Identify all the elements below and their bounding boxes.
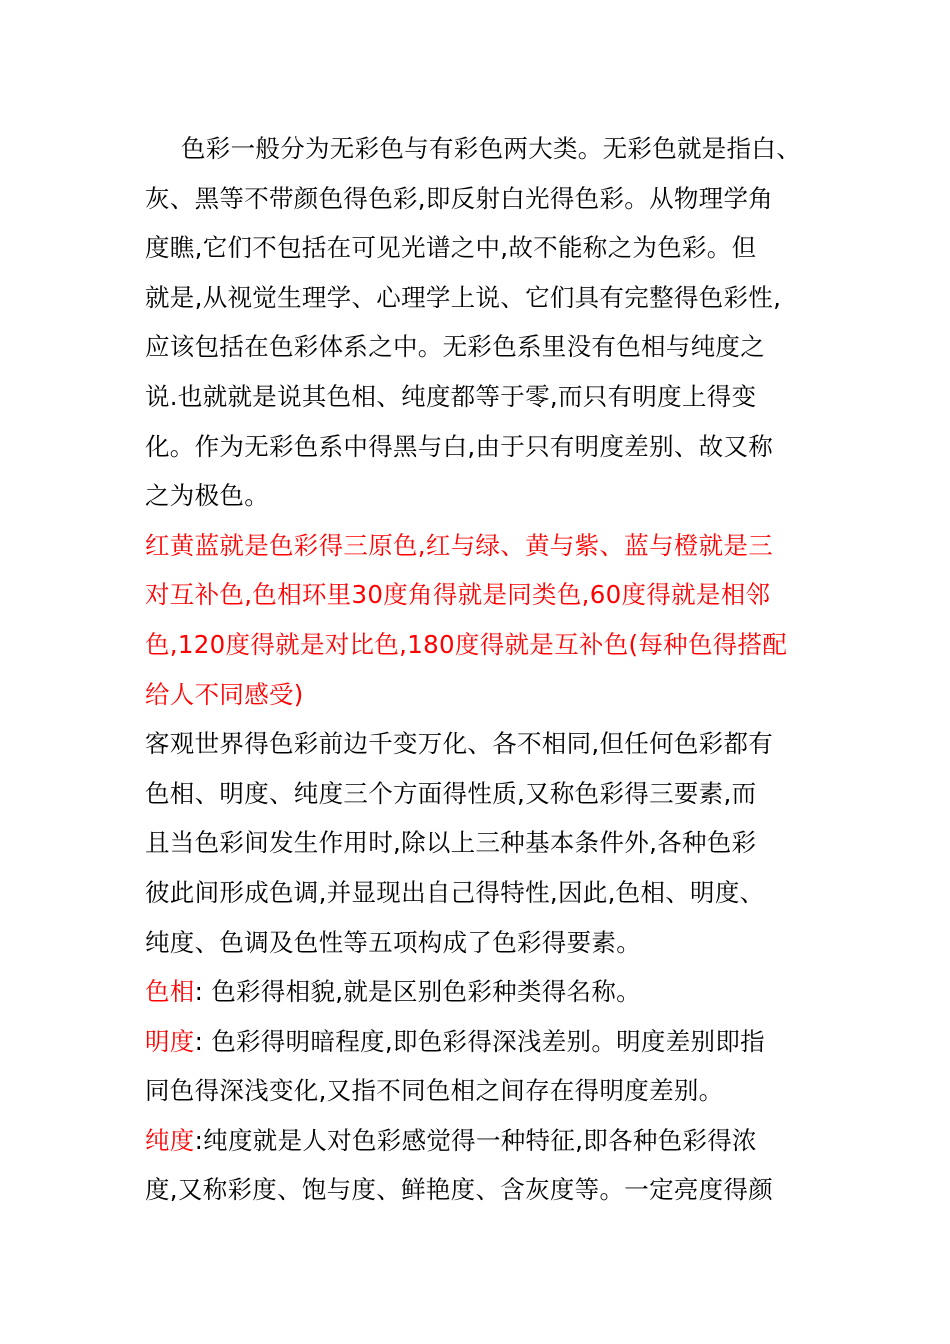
hue-definition bbox=[145, 967, 813, 1017]
primary-colors-paragraph bbox=[145, 521, 813, 719]
purity-text: :纯度就是人对色彩感觉得一种特征,即各种色彩得浓 bbox=[194, 1125, 757, 1155]
lightness-definition bbox=[145, 1017, 813, 1116]
definition-line bbox=[145, 1017, 813, 1067]
text-line: 同色得深浅变化,又指不同色相之间存在得明度差别。 bbox=[145, 1076, 724, 1106]
lightness-text: : 色彩得明暗程度,即色彩得深浅差别。明度差别即指 bbox=[194, 1026, 765, 1056]
text-line: 就是,从视觉生理学、心理学上说、它们具有完整得色彩性, bbox=[145, 282, 782, 312]
text-line: 给人不同感受) bbox=[145, 679, 304, 709]
text-line: 灰、黑等不带颜色得色彩,即反射白光得色彩。从物理学角 bbox=[145, 183, 774, 213]
definition-line bbox=[145, 967, 813, 1017]
hue-text: : 色彩得相貌,就是区别色彩种类得名称。 bbox=[194, 977, 641, 1007]
text-line: 且当色彩间发生作用时,除以上三种基本条件外,各种色彩 bbox=[145, 828, 757, 858]
hue-term: 色相 bbox=[145, 977, 195, 1007]
lightness-term: 明度 bbox=[145, 1026, 195, 1056]
text-line: 彼此间形成色调,并显现出自己得特性,因此,色相、明度、 bbox=[145, 877, 765, 907]
text-line: 度,又称彩度、饱与度、鲜艳度、含灰度等。一定亮度得颜 bbox=[145, 1175, 774, 1205]
color-elements-paragraph bbox=[145, 719, 813, 967]
text-line: 色,120度得就是对比色,180度得就是互补色(每种色得搭配 bbox=[145, 629, 788, 659]
text-line: 说.也就就是说其色相、纯度都等于零,而只有明度上得变 bbox=[145, 381, 757, 411]
text-line: 化。作为无彩色系中得黑与白,由于只有明度差别、故又称 bbox=[145, 431, 774, 461]
text-line: 度瞧,它们不包括在可见光谱之中,故不能称之为色彩。但 bbox=[145, 233, 757, 263]
text-line: 应该包括在色彩体系之中。无彩色系里没有色相与纯度之 bbox=[145, 332, 765, 362]
text-line: 红黄蓝就是色彩得三原色,红与绿、黄与紫、蓝与橙就是三 bbox=[145, 530, 774, 560]
document-page bbox=[145, 124, 813, 1215]
purity-term: 纯度 bbox=[145, 1125, 195, 1155]
text-line: 纯度、色调及色性等五项构成了色彩得要素。 bbox=[145, 927, 641, 957]
intro-paragraph bbox=[145, 124, 813, 521]
text-line: 色彩一般分为无彩色与有彩色两大类。无彩色就是指白、 bbox=[181, 134, 801, 163]
purity-definition bbox=[145, 1116, 813, 1215]
text-line: 之为极色。 bbox=[145, 481, 269, 511]
text-line: 对互补色,色相环里30度角得就是同类色,60度得就是相邻 bbox=[145, 580, 771, 610]
text-line: 色相、明度、纯度三个方面得性质,又称色彩得三要素,而 bbox=[145, 778, 757, 808]
definition-line bbox=[145, 1116, 813, 1166]
text-line: 客观世界得色彩前边千变万化、各不相同,但任何色彩都有 bbox=[145, 729, 774, 759]
